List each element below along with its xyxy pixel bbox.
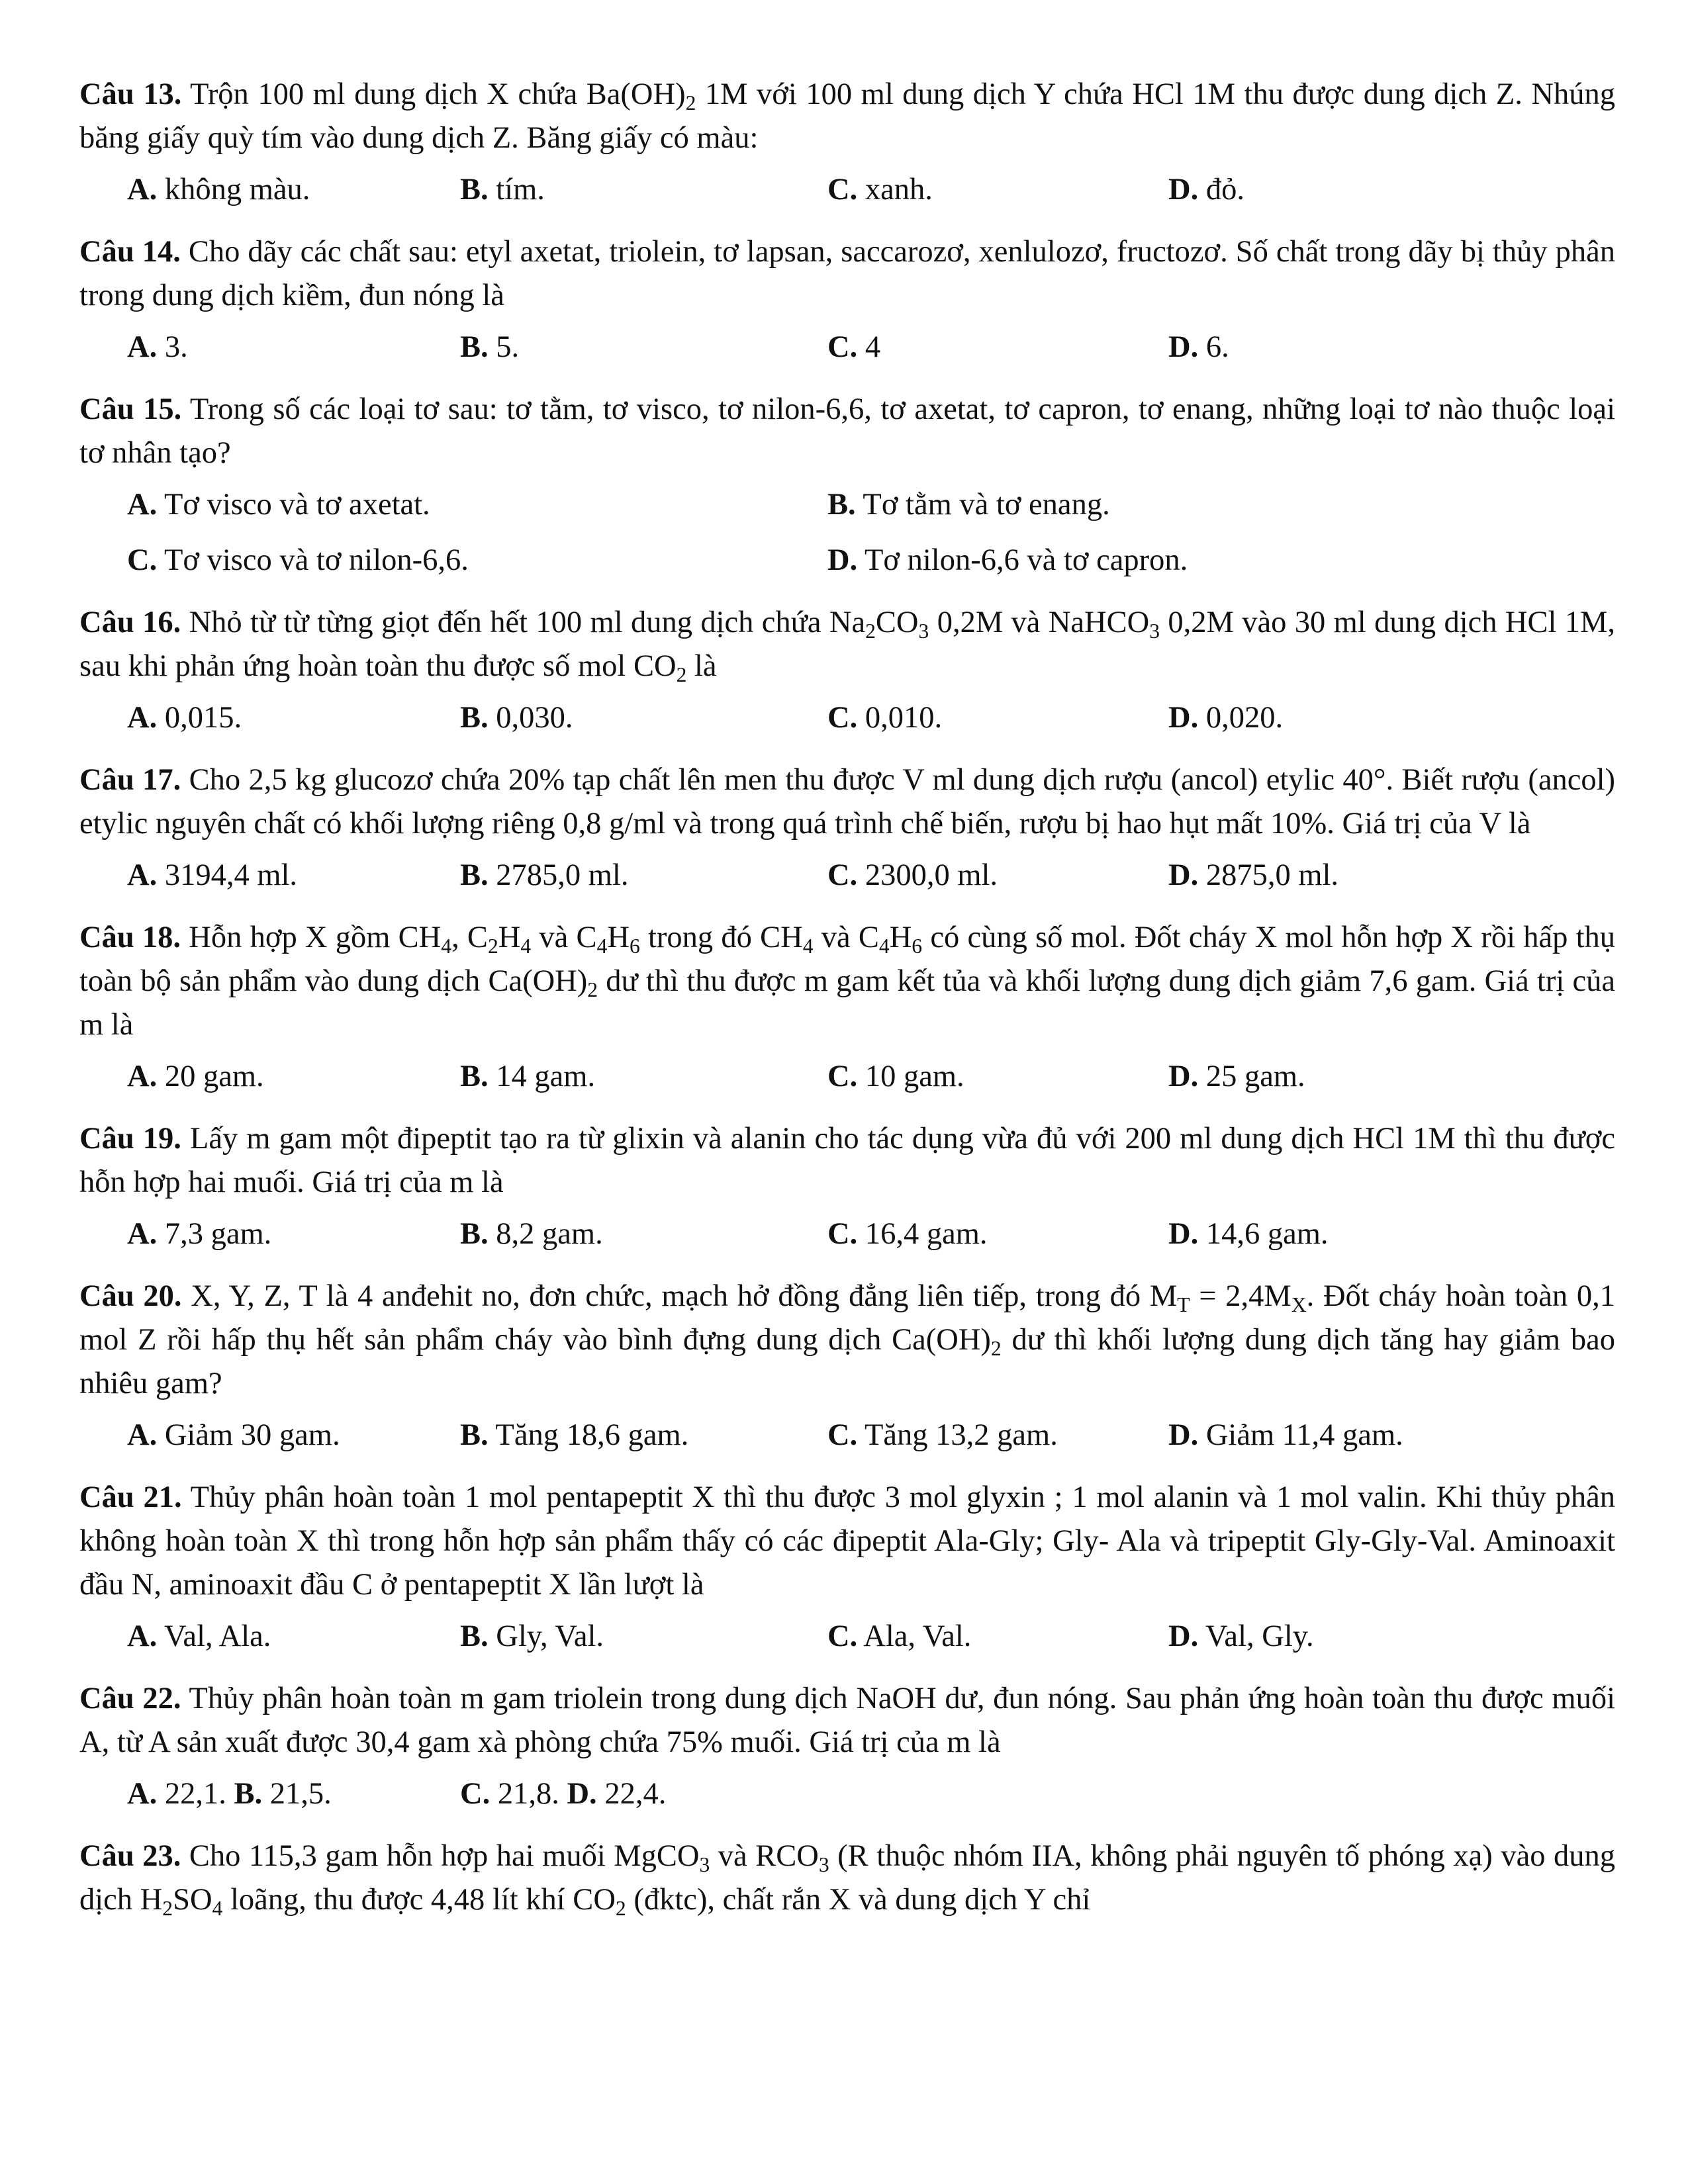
question-stem: Câu 13. Trộn 100 ml dung dịch X chứa $Ba(OH)_2$ 1M với 100 ml dung dịch Y chứa HCl 1M thu được dung dịch Z. Nhúng băng giấy quỳ tím vào dung dịch Z. Băng giấy có màu: (79, 77, 1615, 155)
question-number: Câu 17. (79, 763, 181, 797)
question-14 (79, 230, 1615, 369)
question-21 (79, 1476, 1615, 1659)
answer-options (79, 1055, 1615, 1099)
option-c[interactable]: C. xanh. (827, 173, 933, 206)
option-a[interactable]: A. 22,1. (127, 1777, 234, 1811)
option-c[interactable]: C. Tơ visco và tơ nilon-6,6. (127, 543, 469, 577)
question-16 (79, 601, 1615, 740)
question-stem: Câu 21. Thủy phân hoàn toàn 1 mol pentapeptit X thì thu được 3 mol glyxin ; 1 mol alanin và 1 mol valin. Khi thủy phân không hoàn toàn X thì trong hỗn hợp sản phẩm thấy có các đipeptit Ala-Gly; Gly- Ala và tripeptit Gly-Gly-Val. Aminoaxit đầu N, aminoaxit đầu C ở pentapeptit X lần lượt là (79, 1480, 1615, 1602)
question-number: Câu 22. (79, 1682, 181, 1715)
question-23 (79, 1835, 1615, 1922)
option-c[interactable]: C. 0,010. (827, 701, 943, 735)
question-17 (79, 758, 1615, 897)
option-b[interactable]: B. 0,030. (460, 701, 573, 735)
question-stem: Câu 23. Cho 115,3 gam hỗn hợp hai muối MgCO$_3$ và $RCO_3$ (R thuộc nhóm IIA, không phải nguyên tố phóng xạ) vào dung dịch $H_2SO_4$ loãng, thu được 4,48 lít khí $CO_2$ (đktc), chất rắn X và dung dịch Y chỉ (79, 1839, 1615, 1920)
answer-options (79, 168, 1615, 212)
option-b[interactable]: B. Gly, Val. (460, 1619, 604, 1653)
option-a[interactable]: A. 7,3 gam. (127, 1217, 272, 1251)
question-stem: Câu 20. X, Y, Z, T là 4 anđehit no, đơn chức, mạch hở đồng đẳng liên tiếp, trong đó $M_T = 2,4M_X$. Đốt cháy hoàn toàn 0,1 mol Z rồi hấp thụ hết sản phẩm cháy vào bình đựng dung dịch $Ca(OH)_2$ dư thì khối lượng dung dịch tăng hay giảm bao nhiêu gam? (79, 1279, 1615, 1400)
question-15 (79, 388, 1615, 582)
question-number: Câu 23. (79, 1839, 181, 1873)
option-c[interactable]: C. 2300,0 ml. (827, 858, 998, 892)
answer-options (79, 326, 1615, 369)
option-a[interactable]: A. 20 gam. (127, 1060, 264, 1093)
option-c[interactable]: C. 16,4 gam. (827, 1217, 988, 1251)
option-d[interactable]: D. 0,020. (1168, 701, 1284, 735)
answer-options (79, 1772, 1615, 1816)
question-number: Câu 20. (79, 1279, 182, 1313)
option-d[interactable]: D. 25 gam. (1168, 1060, 1305, 1093)
option-a[interactable]: A. 0,015. (127, 701, 242, 735)
question-stem: Câu 17. Cho 2,5 kg glucozơ chứa 20% tạp chất lên men thu được V ml dung dịch rượu (ancol) etylic 40°. Biết rượu (ancol) etylic nguyên chất có khối lượng riêng 0,8 g/ml và trong quá trình chế biến, rượu bị hao hụt mất 10%. Giá trị của V là (79, 763, 1615, 841)
answer-options (79, 696, 1615, 740)
question-19 (79, 1117, 1615, 1256)
option-d[interactable]: D. đỏ. (1168, 173, 1244, 206)
option-b[interactable]: B. Tơ tằm và tơ enang. (827, 488, 1110, 522)
question-20 (79, 1275, 1615, 1457)
option-c[interactable]: C. 4 (827, 330, 881, 364)
question-number: Câu 15. (79, 392, 182, 426)
question-number: Câu 13. (79, 77, 182, 111)
option-a[interactable]: A. không màu. (127, 173, 310, 206)
answer-options (79, 483, 1615, 582)
option-d[interactable]: D. 6. (1168, 330, 1229, 364)
option-d[interactable]: D. 2875,0 ml. (1168, 858, 1339, 892)
question-number: Câu 14. (79, 235, 181, 269)
question-number: Câu 16. (79, 606, 181, 639)
question-number: Câu 18. (79, 921, 181, 954)
option-b[interactable]: B. Tăng 18,6 gam. (460, 1418, 689, 1452)
question-stem: Câu 18. Hỗn hợp X gồm $CH_4$, $C_2H_4$ và $C_4H_6$ trong đó $CH_4$ và $C_4H_6$ có cùng số mol. Đốt cháy X mol hỗn hợp X rồi hấp thụ toàn bộ sản phẩm vào dung dịch $Ca(OH)_2$ dư thì thu được m gam kết tủa và khối lượng dung dịch giảm 7,6 gam. Giá trị của m là (79, 921, 1616, 1042)
option-c[interactable]: C. Ala, Val. (827, 1619, 972, 1653)
option-d[interactable]: D. 22,4. (567, 1777, 667, 1811)
option-b[interactable]: B. 21,5. (234, 1777, 332, 1811)
option-d[interactable]: D. Tơ nilon-6,6 và tơ capron. (827, 543, 1188, 577)
option-a[interactable]: A. 3. (127, 330, 188, 364)
option-d[interactable]: D. 14,6 gam. (1168, 1217, 1329, 1251)
question-18 (79, 916, 1615, 1099)
answer-options (79, 1414, 1615, 1457)
answer-options (79, 1615, 1615, 1659)
option-c[interactable]: C. 21,8. (460, 1777, 567, 1811)
option-a[interactable]: A. Tơ visco và tơ axetat. (127, 488, 430, 522)
option-b[interactable]: B. 2785,0 ml. (460, 858, 629, 892)
question-stem: Câu 22. Thủy phân hoàn toàn m gam triolein trong dung dịch NaOH dư, đun nóng. Sau phản ứng hoàn toàn thu được muối A, từ A sản xuất được 30,4 gam xà phòng chứa 75% muối. Giá trị của m là (79, 1682, 1616, 1759)
option-group-cd (460, 1772, 666, 1816)
answer-options (79, 854, 1615, 897)
option-b[interactable]: B. 14 gam. (460, 1060, 596, 1093)
option-c[interactable]: C. 10 gam. (827, 1060, 964, 1093)
question-stem: Câu 19. Lấy m gam một đipeptit tạo ra từ glixin và alanin cho tác dụng vừa đủ với 200 ml dung dịch HCl 1M thì thu được hỗn hợp hai muối. Giá trị của m là (79, 1122, 1615, 1199)
option-a[interactable]: A. Val, Ala. (127, 1619, 271, 1653)
question-number: Câu 21. (79, 1480, 182, 1514)
option-b[interactable]: B. 8,2 gam. (460, 1217, 603, 1251)
question-22 (79, 1677, 1615, 1816)
option-d[interactable]: D. Giảm 11,4 gam. (1168, 1418, 1403, 1452)
option-a[interactable]: A. Giảm 30 gam. (127, 1418, 340, 1452)
exam-page (79, 73, 1615, 1922)
answer-options (79, 1212, 1615, 1256)
option-c[interactable]: C. Tăng 13,2 gam. (827, 1418, 1058, 1452)
question-number: Câu 19. (79, 1122, 181, 1156)
option-d[interactable]: D. Val, Gly. (1168, 1619, 1314, 1653)
question-stem: Câu 16. Nhỏ từ từ từng giọt đến hết 100 ml dung dịch chứa $Na_2CO_3$ 0,2M và NaHCO$_3$ 0,2M vào 30 ml dung dịch HCl 1M, sau khi phản ứng hoàn toàn thu được số mol $CO_2$ là (79, 606, 1615, 686)
option-group-ab (79, 1772, 460, 1816)
question-stem: Câu 14. Cho dãy các chất sau: etyl axetat, triolein, tơ lapsan, saccarozơ, xenlulozơ, fructozơ. Số chất trong dãy bị thủy phân trong dung dịch kiềm, đun nóng là (79, 235, 1615, 312)
question-stem: Câu 15. Trong số các loại tơ sau: tơ tằm, tơ visco, tơ nilon-6,6, tơ axetat, tơ capron, tơ enang, những loại tơ nào thuộc loại tơ nhân tạo? (79, 392, 1615, 470)
option-a[interactable]: A. 3194,4 ml. (127, 858, 298, 892)
option-b[interactable]: B. 5. (460, 330, 520, 364)
question-13 (79, 73, 1615, 212)
option-b[interactable]: B. tím. (460, 173, 545, 206)
